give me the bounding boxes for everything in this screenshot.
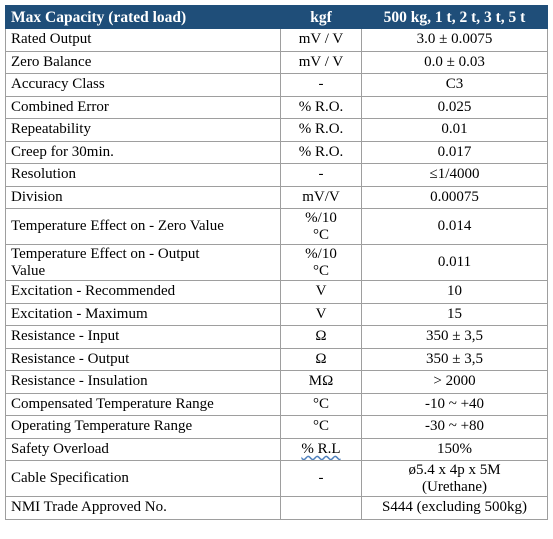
row-value-line2: (Urethane)	[422, 478, 487, 495]
row-parameter: Resistance - Input	[6, 326, 281, 349]
row-parameter: Compensated Temperature Range	[6, 393, 281, 416]
row-unit: -	[281, 164, 362, 187]
row-parameter: Division	[6, 186, 281, 209]
header-unit: kgf	[281, 6, 362, 29]
table-row	[6, 497, 548, 520]
row-unit: Ω	[281, 326, 362, 349]
row-unit: Ω	[281, 348, 362, 371]
table-row	[6, 393, 548, 416]
row-parameter: Cable Specification	[6, 461, 281, 497]
header-parameter: Max Capacity (rated load)	[6, 6, 281, 29]
row-value: 3.0 ± 0.0075	[362, 29, 548, 52]
row-parameter: Resistance - Insulation	[6, 371, 281, 394]
table-row	[6, 96, 548, 119]
row-value: 350 ± 3,5	[362, 326, 548, 349]
table-row	[6, 164, 548, 187]
row-unit: °C	[281, 416, 362, 439]
table-row	[6, 186, 548, 209]
row-unit-line1: %/10	[305, 245, 337, 262]
row-value: S444 (excluding 500kg)	[362, 497, 548, 520]
row-unit-line2: °C	[312, 226, 329, 243]
row-value: 15	[362, 303, 548, 326]
row-unit: V	[281, 281, 362, 304]
row-parameter: Accuracy Class	[6, 74, 281, 97]
row-parameter-line2: Value	[11, 262, 46, 279]
row-parameter: Resistance - Output	[6, 348, 281, 371]
header-value: 500 kg, 1 t, 2 t, 3 t, 5 t	[362, 6, 548, 29]
table-row	[6, 209, 548, 245]
row-unit-line1: %/10	[305, 209, 337, 226]
row-unit	[281, 497, 362, 520]
row-unit: mV/V	[281, 186, 362, 209]
row-unit: % R.O.	[281, 119, 362, 142]
row-parameter: Excitation - Maximum	[6, 303, 281, 326]
row-parameter: Creep for 30min.	[6, 141, 281, 164]
row-value: 10	[362, 281, 548, 304]
table-row	[6, 51, 548, 74]
row-unit: mV / V	[281, 29, 362, 52]
row-unit: V	[281, 303, 362, 326]
row-parameter: Resolution	[6, 164, 281, 187]
row-parameter: Safety Overload	[6, 438, 281, 461]
row-parameter	[6, 245, 281, 281]
row-unit-line2: °C	[312, 262, 329, 279]
table-row	[6, 326, 548, 349]
row-parameter: Operating Temperature Range	[6, 416, 281, 439]
row-unit: -	[281, 461, 362, 497]
row-parameter: Excitation - Recommended	[6, 281, 281, 304]
specification-table	[5, 5, 548, 520]
table-row	[6, 141, 548, 164]
row-parameter: Temperature Effect on - Zero Value	[6, 209, 281, 245]
row-value: -30 ~ +80	[362, 416, 548, 439]
row-value: 150%	[362, 438, 548, 461]
row-unit: % R.O.	[281, 141, 362, 164]
table-row	[6, 119, 548, 142]
row-unit	[281, 245, 362, 281]
row-value: > 2000	[362, 371, 548, 394]
row-parameter: Combined Error	[6, 96, 281, 119]
table-row	[6, 371, 548, 394]
table-row	[6, 348, 548, 371]
row-parameter-line1: Temperature Effect on - Output	[11, 245, 200, 262]
row-value: 0.011	[362, 245, 548, 281]
table-row	[6, 29, 548, 52]
row-value	[362, 461, 548, 497]
row-value: ≤1/4000	[362, 164, 548, 187]
row-unit-text: % R.L	[301, 440, 341, 457]
row-unit: -	[281, 74, 362, 97]
table-row	[6, 416, 548, 439]
row-unit: °C	[281, 393, 362, 416]
table-row	[6, 281, 548, 304]
row-value: 0.01	[362, 119, 548, 142]
row-value: 0.017	[362, 141, 548, 164]
table-row	[6, 245, 548, 281]
row-value-line1: ø5.4 x 4p x 5M	[408, 461, 501, 478]
row-value: 0.0 ± 0.03	[362, 51, 548, 74]
row-value: 350 ± 3,5	[362, 348, 548, 371]
row-parameter: Rated Output	[6, 29, 281, 52]
table-row	[6, 438, 548, 461]
row-parameter: Repeatability	[6, 119, 281, 142]
table-row	[6, 461, 548, 497]
table-row	[6, 74, 548, 97]
row-unit	[281, 438, 362, 461]
table-row	[6, 303, 548, 326]
row-value: 0.025	[362, 96, 548, 119]
row-unit: % R.O.	[281, 96, 362, 119]
row-value: C3	[362, 74, 548, 97]
row-value: -10 ~ +40	[362, 393, 548, 416]
row-value: 0.014	[362, 209, 548, 245]
row-unit	[281, 209, 362, 245]
header-row	[6, 6, 548, 29]
row-parameter: NMI Trade Approved No.	[6, 497, 281, 520]
row-parameter: Zero Balance	[6, 51, 281, 74]
row-unit: mV / V	[281, 51, 362, 74]
row-value: 0.00075	[362, 186, 548, 209]
row-unit: MΩ	[281, 371, 362, 394]
